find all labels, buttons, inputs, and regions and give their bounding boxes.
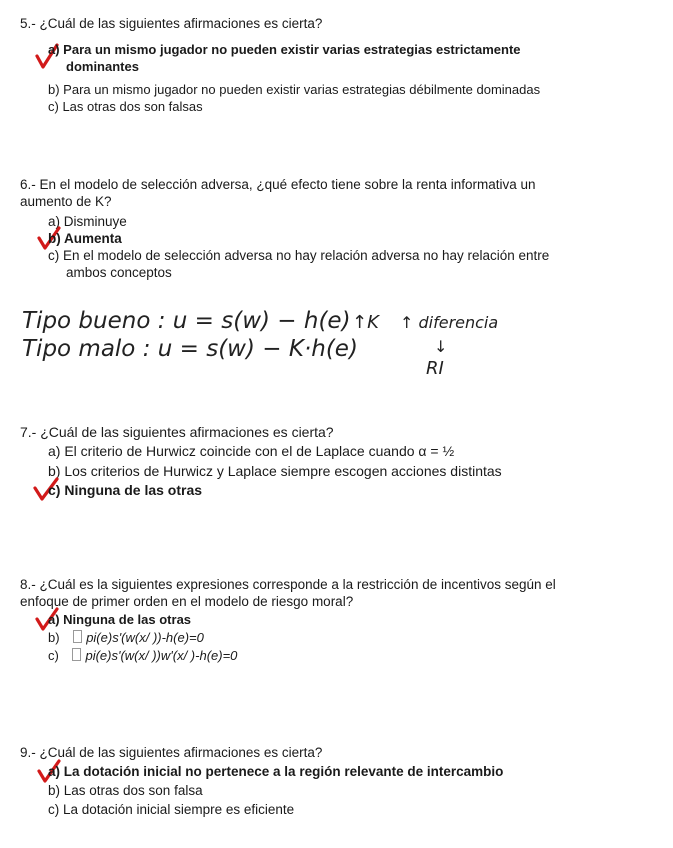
- placeholder-box-icon: [72, 648, 81, 661]
- note-tipo-malo: Tipo malo : u = s(w) − K·h(e): [22, 336, 358, 362]
- q5-option-a-cont: dominantes: [66, 59, 139, 74]
- q6-option-c: c) En el modelo de selección adversa no hay relación adversa no hay relación entre: [48, 248, 550, 263]
- q9-text: 9.- ¿Cuál de las siguientes afirmaciones es cierta?: [20, 745, 323, 760]
- q7-option-a: a) El criterio de Hurwicz coincide con el de Laplace cuando α = ½: [48, 443, 455, 459]
- q7-option-b: b) Los criterios de Hurwicz y Laplace siempre escogen acciones distintas: [48, 463, 502, 479]
- q5-option-a: a) Para un mismo jugador no pueden existir varias estrategias estrictamente: [48, 42, 521, 57]
- q8-option-b-label: b): [48, 630, 60, 645]
- q9-option-c: c) La dotación inicial siempre es eficiente: [48, 802, 295, 817]
- q8-option-c-label: c): [48, 648, 59, 663]
- placeholder-box-icon: [73, 630, 82, 643]
- q6-option-c-cont: ambos conceptos: [66, 265, 172, 280]
- q7-text: 7.- ¿Cuál de las siguientes afirmaciones es cierta?: [20, 424, 334, 440]
- note-ri: RI: [426, 358, 444, 379]
- note-increase-k: ↑K: [352, 312, 379, 333]
- q8-option-b-expr: pi(e)s'(w(x/ ))-h(e)=0: [86, 630, 204, 645]
- q9-option-a: a) La dotación inicial no pertenece a la región relevante de intercambio: [48, 764, 504, 779]
- q9-option-b: b) Las otras dos son falsa: [48, 783, 203, 798]
- note-arrow-down: ↓: [434, 337, 448, 356]
- q8-option-b: [48, 630, 204, 646]
- note-tipo-bueno: Tipo bueno : u = s(w) − h(e): [22, 308, 351, 334]
- q5-text: 5.- ¿Cuál de las siguientes afirmaciones es cierta?: [20, 16, 323, 31]
- q8-option-c-expr: pi(e)s'(w(x/ ))w'(x/ )-h(e)=0: [85, 648, 238, 663]
- q8-option-a: a) Ninguna de las otras: [48, 612, 192, 627]
- q7-option-c: c) Ninguna de las otras: [48, 482, 203, 498]
- q6-option-a: a) Disminuye: [48, 214, 127, 229]
- q6-text: 6.- En el modelo de selección adversa, ¿qué efecto tiene sobre la renta informativa un: [20, 177, 536, 192]
- q5-option-c: c) Las otras dos son falsas: [48, 99, 203, 114]
- q6-option-b: b) Aumenta: [48, 231, 122, 246]
- q8-text: 8.- ¿Cuál es la siguientes expresiones corresponde a la restricción de incentivos según el: [20, 577, 556, 592]
- q6-text-cont: aumento de K?: [20, 194, 112, 209]
- note-diferencia: ↑ diferencia: [400, 313, 499, 332]
- q8-text-cont: enfoque de primer orden en el modelo de riesgo moral?: [20, 594, 354, 609]
- q5-option-b: b) Para un mismo jugador no pueden existir varias estrategias débilmente dominadas: [48, 82, 541, 97]
- q8-option-c: [48, 648, 237, 664]
